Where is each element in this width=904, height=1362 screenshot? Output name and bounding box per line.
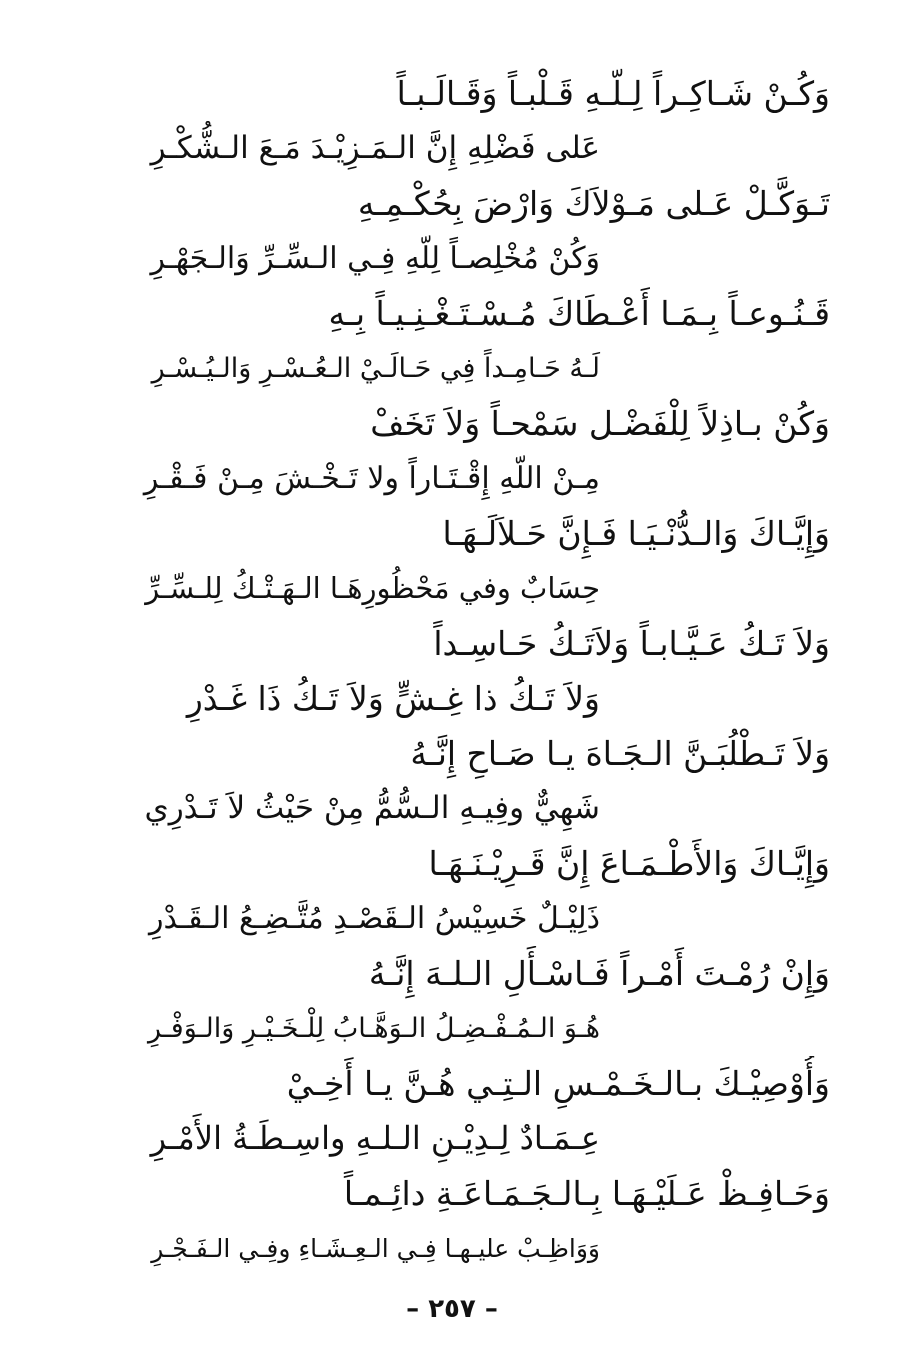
verse-line: شَهِيٌّ وفِيـهِ الـسُّمُّ مِنْ حَيْثُ لاَ تَـدْرِي	[144, 790, 600, 826]
verse-line: وَلاَ تَـكُ ذا غِـشٍّ وَلاَ تَـكُ ذَا غَـدْرِ	[186, 679, 600, 718]
verse-line: ذَلِيْـلٌ خَسِيْسُ الـقَصْـدِ مُتَّـضِـعُ الـقَـدْرِ	[149, 901, 600, 936]
verse-line: لَـهُ حَـامِـداً فِي حَـالَـيْ الـعُـسْـرِ وَالـيُـسْـرِ	[151, 353, 600, 384]
verse-line: مِـنْ اللّهِ إِقْـتَـاراً ولا تَـخْـشَ مِـنْ فَـقْـرِ	[143, 461, 600, 496]
verse-line: وَلاَ تَـكُ عَـيَّـابـاً وَلاَتَـكُ حَـاسِـداً	[433, 624, 830, 663]
verse-line: تَـوَكَّـلْ عَـلى مَـوْلاَكَ وَارْضَ بِحُكْـمِـهِ	[357, 184, 830, 223]
verse-line: وَإِنْ رُمْـتَ أَمْـراً فَـاسْـأَلِ الـلـهَ إِنَّـهُ	[368, 954, 830, 993]
verse-line: وَحَـافِـظْ عَـلَيْـهَـا بِـالـجَـمَـاعَـةِ دائِـمـاً	[343, 1174, 830, 1213]
verse-line: وَإِيَّـاكَ وَالـدُّنْـيَـا فَـإِنَّ حَـلاَلَـهَـا	[442, 514, 830, 553]
verse-line: وَأُوْصِيْـكَ بـالـخَـمْـسِ الـتِـي هُـنَّ يـا أَخِـيْ	[286, 1064, 830, 1103]
poem-body	[140, 66, 830, 1276]
verse-line: وَكُنْ بـاذِلاً لِلْفَضْـل سَمْحـاً وَلاَ تَخَفْ	[370, 404, 830, 443]
verse-line: وَوَاظِـبْ عليـهـا فِـي الـعِـشَـاءِ وفِـي الـفَـجْـرِ	[151, 1234, 600, 1263]
verse-line: عَلى فَضْلِهِ إِنَّ الـمَـزِيْـدَ مَـعَ الـشُّكْـرِ	[150, 130, 600, 166]
verse-line: وَإِيَّـاكَ وَالأَطْـمَـاعَ إِنَّ قَـرِيْـنَـهَـا	[428, 844, 830, 883]
verse-line: وَكُـنْ شَـاكِـراً لِـلّـهِ قَـلْبـاً وَقَـالَـبـاً	[396, 74, 830, 113]
page-number: – ٢٥٧ –	[406, 1294, 498, 1324]
verse-line: هُـوَ الـمُـفْـضِـلُ الـوَهَّـابُ لِلْـخَـيْـرِ وَالـوَفْـرِ	[147, 1013, 600, 1044]
verse-line: قَـنُـوعـاً بِـمَـا أَعْـطَاكَ مُـسْـتَـغْـنِـيـاً بِـهِ	[328, 294, 830, 333]
verse-line: وَكُنْ مُخْلِصـاً لِلّهِ فِـي الـسِّـرِّ وَالـجَهْـرِ	[150, 241, 600, 276]
verse-line: حِسَابٌ وفي مَحْظُورِهَـا الـهَـتْـكُ لِلـسِّـرِّ	[145, 571, 600, 605]
verse-line: عِـمَـادٌ لِـدِيْـنِ الـلـهِ واسِـطَـةُ الأَمْـرِ	[150, 1119, 600, 1157]
verse-line: وَلاَ تَـطْلُبَـنَّ الـجَـاهَ يـا صَـاحِ إِنَّـهُ	[410, 734, 830, 773]
